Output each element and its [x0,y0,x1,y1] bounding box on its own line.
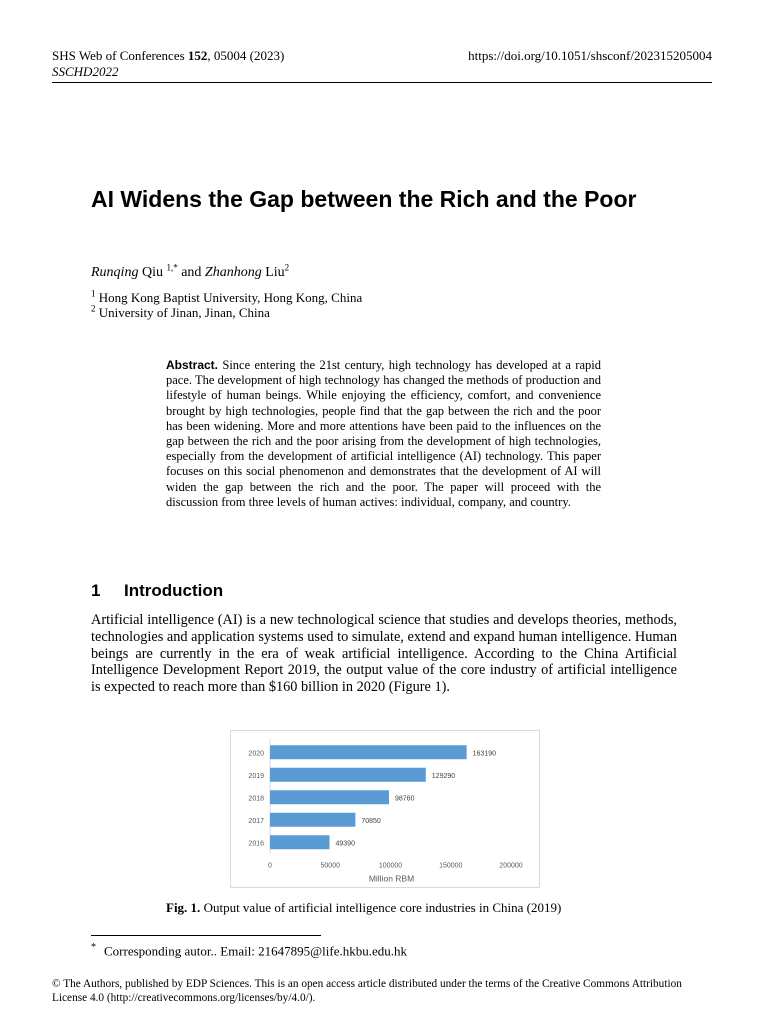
abstract [166,358,601,510]
author-line: Runqing Qiu $^{1,*}$ and Zhanhong Liu$^2$ [91,262,290,280]
footnote-marker: * [91,942,96,953]
abstract-text: Since entering the 21st century, high technology has developed at a rapid pace. The development of high technology has changed the methods of production and lifestyle of human beings. While enjoying the efficiency, comfort, and convenience brought by high technologies, people find that the gap between the rich and the poor has been widening. More and more attentions have been paid to the influences on the gap between the rich and the poor arising from the development of high technologies, especially from the development of artificial intelligence (AI) technology. This paper focuses on this social phenomenon and demonstrates that the development of AI will widen the gap between the rich and the poor. The paper will proceed with the discussion from three levels of human actives: individual, company, and country. [166,358,601,509]
data-label: 163190 [472,750,497,758]
y-tick-label: 2017 [248,817,264,825]
bar [270,813,355,827]
section-heading [91,581,223,601]
y-tick-label: 2020 [248,750,264,758]
footnote-divider [91,935,321,936]
abstract-label: Abstract. [166,358,219,372]
figure-caption: Fig. 1. Output value of artificial intelligence core industries in China (2019) [166,900,562,915]
bar [270,745,467,759]
doi-link[interactable]: https://doi.org/10.1051/shsconf/202315205004 [468,48,712,63]
conference-name: SSCHD2022 [52,64,119,79]
data-label: 98760 [395,795,415,803]
data-label: 129290 [431,772,456,780]
intro-paragraph: Artificial intelligence (AI) is a new technological science that studies and develops theories, methods, technologies and application systems used to simulate, extend and expand human intelligence. Human beings are currently in the era of weak artificial intelligence. According to the China Artificial Intelligence Development Report 2019, the output value of the core industry of artificial intelligence is expected to reach more than $160 billion in 2020 (Figure 1). [91,612,677,696]
y-tick-label: 2018 [248,795,264,803]
affiliation-2: $^2$ University of Jinan, Jinan, China [91,303,270,320]
footnote-text: Corresponding autor.. Email: 21647895@life.hkbu.edu.hk [104,943,407,959]
y-tick-label: 2016 [248,840,264,848]
x-tick-label: 50000 [320,862,340,870]
bar [270,768,426,782]
x-tick-label: 0 [268,862,272,870]
x-axis-label: Million RBM [368,873,415,884]
affiliation-1: $^1$ Hong Kong Baptist University, Hong Kong, China [91,288,363,305]
paper-title: AI Widens the Gap between the Rich and the Poor [91,186,637,212]
figure-1-chart [230,730,540,888]
x-tick-label: 150000 [439,862,463,870]
journal-citation: SHS Web of Conferences 152, 05004 (2023) [52,48,285,63]
figure-label: Fig. 1. [166,900,201,915]
section-title: Introduction [124,581,224,600]
bar [270,835,330,849]
y-tick-label: 2019 [248,772,264,780]
data-label: 70850 [361,817,381,825]
author-2-first-name: Zhanhong [204,265,262,280]
bar [270,790,389,804]
x-tick-label: 100000 [378,862,403,870]
data-label: 49390 [335,840,355,848]
journal-volume: 152 [187,48,208,63]
author-1-affiliation-mark: 1,* [166,262,178,273]
footnote [91,940,407,959]
author-2-affiliation-mark: 2 [284,262,290,273]
section-number: 1 [91,581,101,600]
license-notice: © The Authors, published by EDP Sciences. This is an open access article distributed under the terms of the Creative Commons Attribution License 4.0 (http://creativecommons.org/licenses/by/4.0/). [52,978,682,1004]
header-divider [52,82,712,83]
bar-chart-svg [231,731,539,887]
author-1-first-name: Runqing [91,265,139,280]
x-tick-label: 200000 [499,862,523,870]
